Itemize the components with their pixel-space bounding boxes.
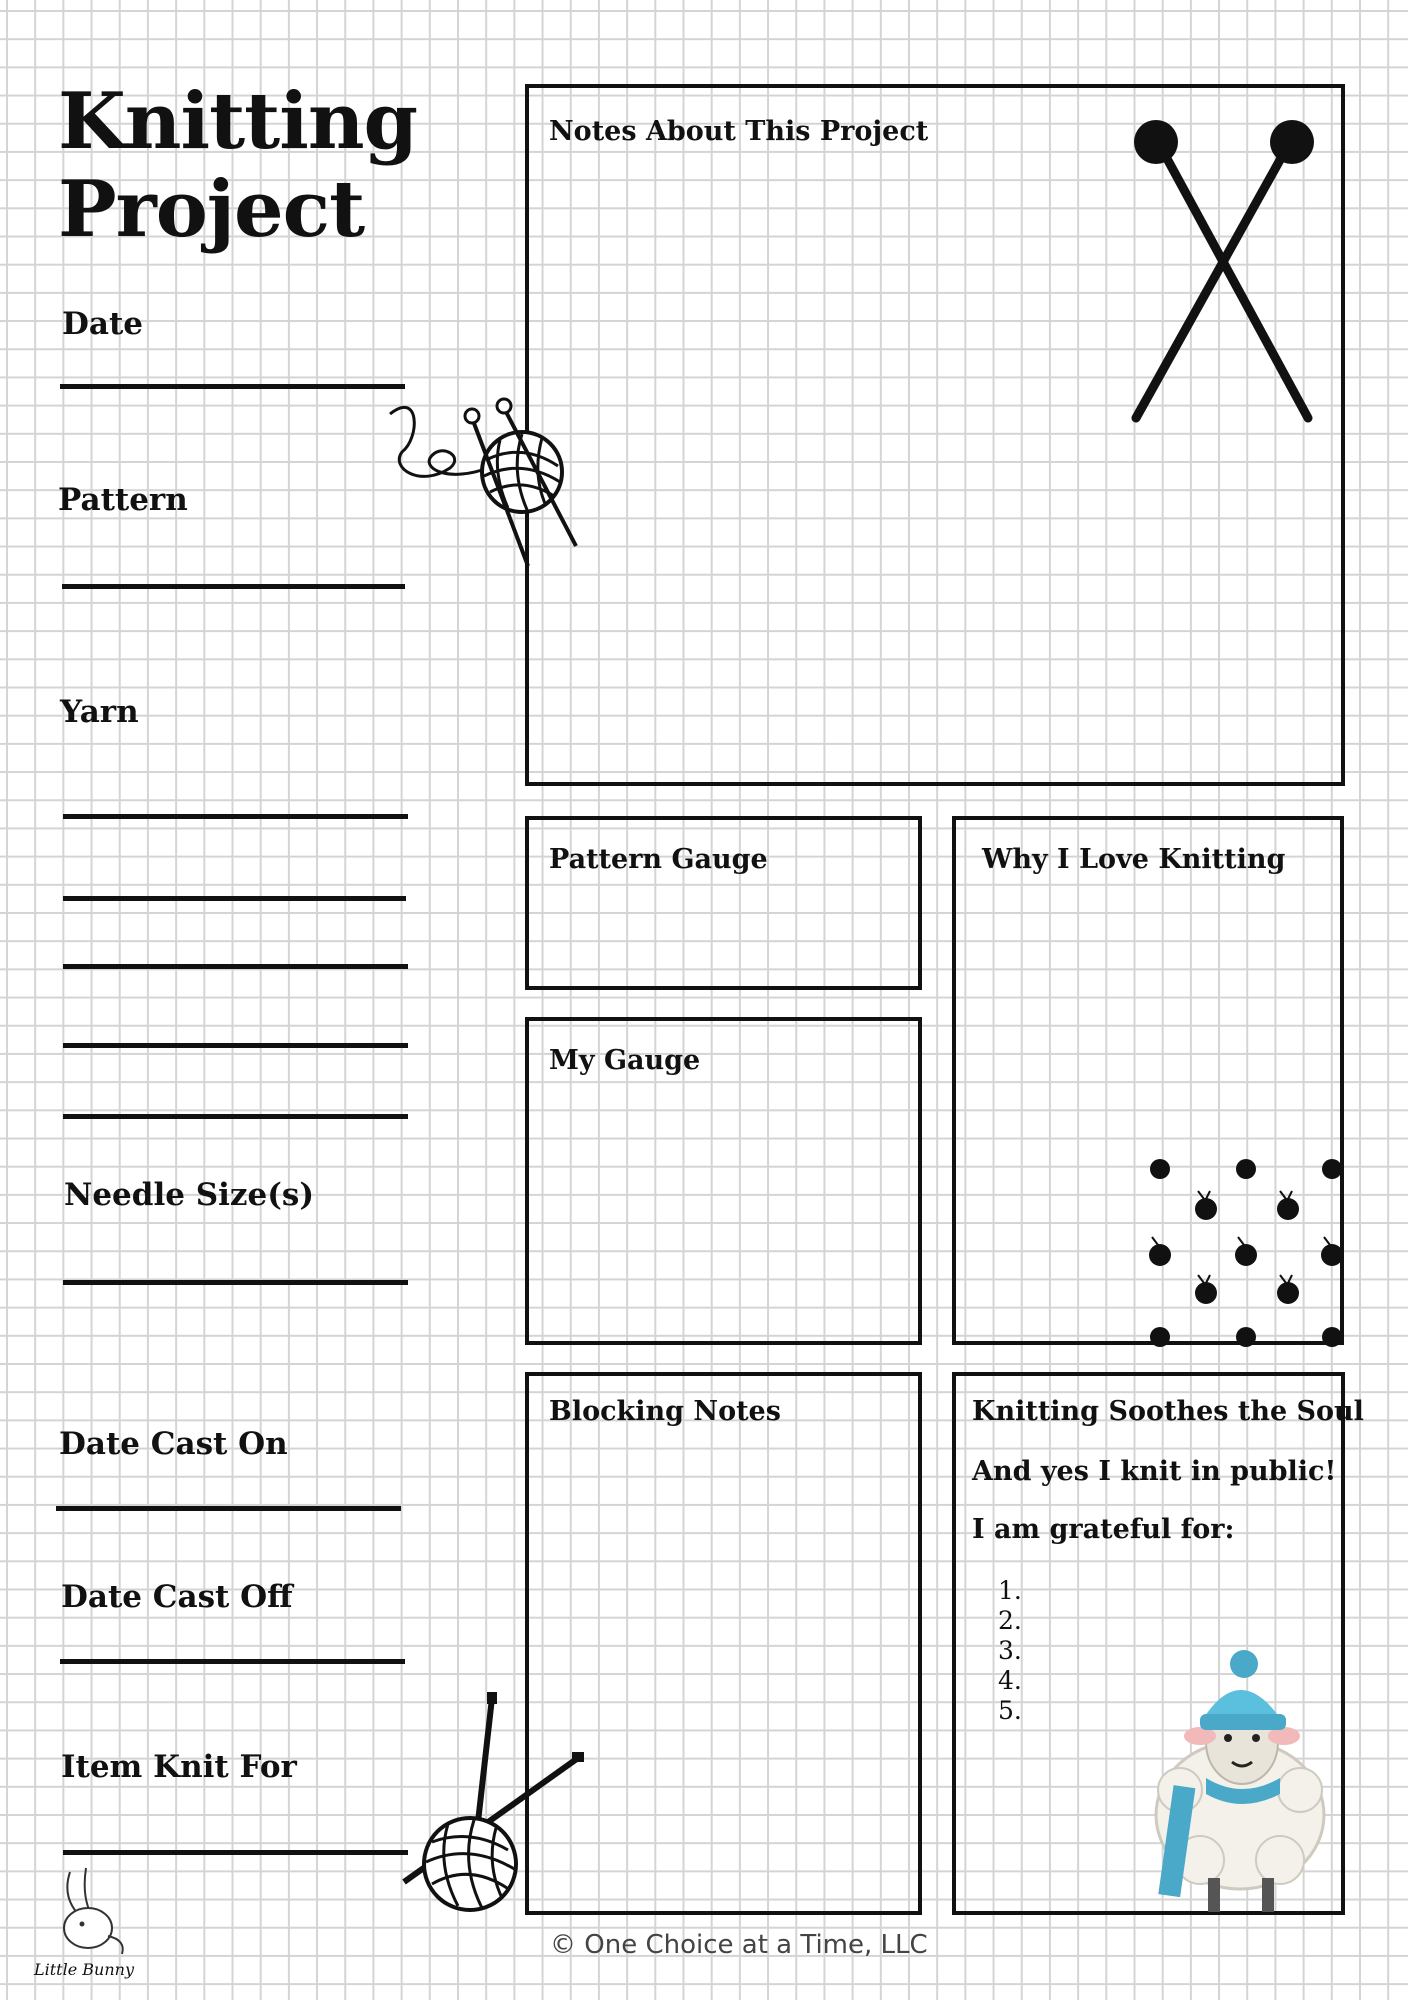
notes-box-title: Notes About This Project	[549, 116, 929, 147]
copyright-footer: © One Choice at a Time, LLC	[550, 1930, 928, 1960]
yarn-ball-icon	[380, 396, 580, 571]
knit-in-public-text: And yes I knit in public!	[972, 1456, 1337, 1487]
item-knit-for-label: Item Knit For	[61, 1749, 297, 1785]
soothes-title: Knitting Soothes the Soul	[972, 1396, 1364, 1427]
needle-sizes-label: Needle Size(s)	[64, 1177, 315, 1213]
pattern-line[interactable]	[62, 584, 405, 589]
my-gauge-title: My Gauge	[549, 1045, 701, 1076]
yarn-label: Yarn	[60, 694, 139, 730]
grateful-text: I am grateful for:	[972, 1514, 1235, 1545]
yarn-line-4[interactable]	[63, 1043, 408, 1048]
page-title-line-2: Project	[58, 164, 365, 255]
yarn-line-3[interactable]	[63, 964, 408, 969]
date-cast-on-line[interactable]	[56, 1506, 401, 1511]
pattern-gauge-box[interactable]	[525, 816, 922, 990]
needle-sizes-line[interactable]	[63, 1280, 408, 1285]
page-title	[58, 78, 417, 254]
bunny-logo	[52, 1866, 132, 1958]
grateful-list[interactable]	[998, 1576, 1022, 1726]
yarn-line-2[interactable]	[63, 896, 406, 901]
yarn-pattern-icon	[1146, 1155, 1342, 1341]
grateful-item-5: 5.	[998, 1696, 1022, 1725]
item-knit-for-line[interactable]	[63, 1850, 408, 1855]
bottom-yarn-ball-icon	[398, 1692, 598, 1912]
date-cast-on-label: Date Cast On	[59, 1426, 288, 1462]
grateful-item-1: 1.	[998, 1576, 1022, 1605]
why-i-love-title: Why I Love Knitting	[982, 844, 1286, 875]
sheep-illustration	[1140, 1650, 1345, 1915]
crossed-needles-icon	[1130, 120, 1330, 425]
date-line[interactable]	[60, 384, 405, 389]
grateful-item-2: 2.	[998, 1606, 1022, 1635]
blocking-notes-title: Blocking Notes	[549, 1396, 781, 1427]
date-cast-off-label: Date Cast Off	[61, 1579, 293, 1615]
brand-text: Little Bunny	[34, 1960, 134, 1979]
yarn-line-5[interactable]	[63, 1114, 408, 1119]
my-gauge-box[interactable]	[525, 1017, 922, 1345]
grateful-item-3: 3.	[998, 1636, 1022, 1665]
yarn-line-1[interactable]	[63, 814, 408, 819]
page-title-line-1: Knitting	[58, 76, 418, 167]
date-label: Date	[62, 306, 144, 342]
pattern-gauge-title: Pattern Gauge	[549, 844, 768, 875]
date-cast-off-line[interactable]	[60, 1659, 405, 1664]
pattern-label: Pattern	[58, 482, 188, 518]
grateful-item-4: 4.	[998, 1666, 1022, 1695]
